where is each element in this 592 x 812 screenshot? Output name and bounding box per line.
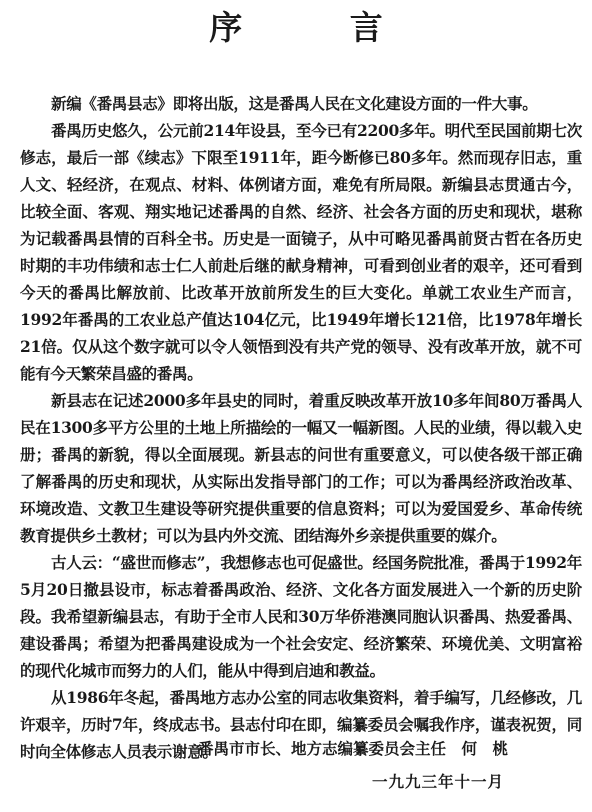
paragraph-2: 番禺历史悠久，公元前214年设县，至今已有2200多年。明代至民国前期七次修志，最后一部《续志》下限至1911年，距今断修已80多年。然而现存旧志，重人文、轻经济，在观点、材料、体例诸方面，难免有所局限。新编县志贯通古今，比较全面、客观、翔实地记述番禺的自然、经济、社会各方面的历史和现状，堪称为记载番禺县情的百科全书。历史是一面镜子，从中可略见番禺前贤古哲在各历史时期的丰功伟绩和志士仁人前赴后继的献身精神，可看到创业者的艰辛，还可看到今天的番禺比解放前、比改革开放前所发生的巨大变化。单就工农业生产而言，1992年番禺的工农业总产值达104亿元，比1949年增长121倍，比1978年增长21倍。仅从这个数字就可以令人领悟到没有共产党的领导、没有改革开放，就不可能有今天繁荣昌盛的番禺。	[20, 121, 582, 383]
paragraph-3: 新县志在记述2000多年县史的同时，着重反映改革开放10多年间80万番禺人民在1300多平方公里的土地上所描绘的一幅又一幅新图。人民的业绩，得以载入史册；番禺的新貌，得以全面展现。新县志的问世有重要意义，可以使各级干部正确了解番禺的历史和现状，从实际出发指导部门的工作；可以为番禺经济政治改革、环境改造、文教卫生建设等研究提供重要的信息资料；可以为爱国爱乡、革命传统教育提供乡土教材；可以为县内外交流、团结海外乡亲提供重要的媒介。	[20, 391, 582, 545]
paragraph-1: 新编《番禺县志》即将出版，这是番禺人民在文化建设方面的一件大事。	[51, 94, 538, 113]
preface-body	[20, 90, 582, 765]
page-title: 序 言	[209, 8, 431, 47]
paragraph-5: 从1986年冬起，番禺地方志办公室的同志收集资料，着手编写，几经修改，几许艰辛，历时7年，终成志书。县志付印在即，编纂委员会嘱我作序，谨表祝贺，同时向全体修志人员表示谢意。	[20, 688, 582, 761]
signature-author: 番禺市市长、地方志编纂委员会主任 何 桃	[198, 739, 509, 758]
paragraph-4: 古人云：“盛世而修志”，我想修志也可促盛世。经国务院批准，番禺于1992年5月20日撤县设市，标志着番禺政治、经济、文化各方面发展进入一个新的历史阶段。我希望新编县志，有助于全市人民和30万华侨港澳同胞认识番禺、热爱番禺、建设番禺；希望为把番禺建设成为一个社会安定、经济繁荣、环境优美、文明富裕的现代化城市而努力的人们，能从中得到启迪和教益。	[20, 553, 582, 680]
signature-date: 一九九三年十一月	[372, 772, 505, 791]
